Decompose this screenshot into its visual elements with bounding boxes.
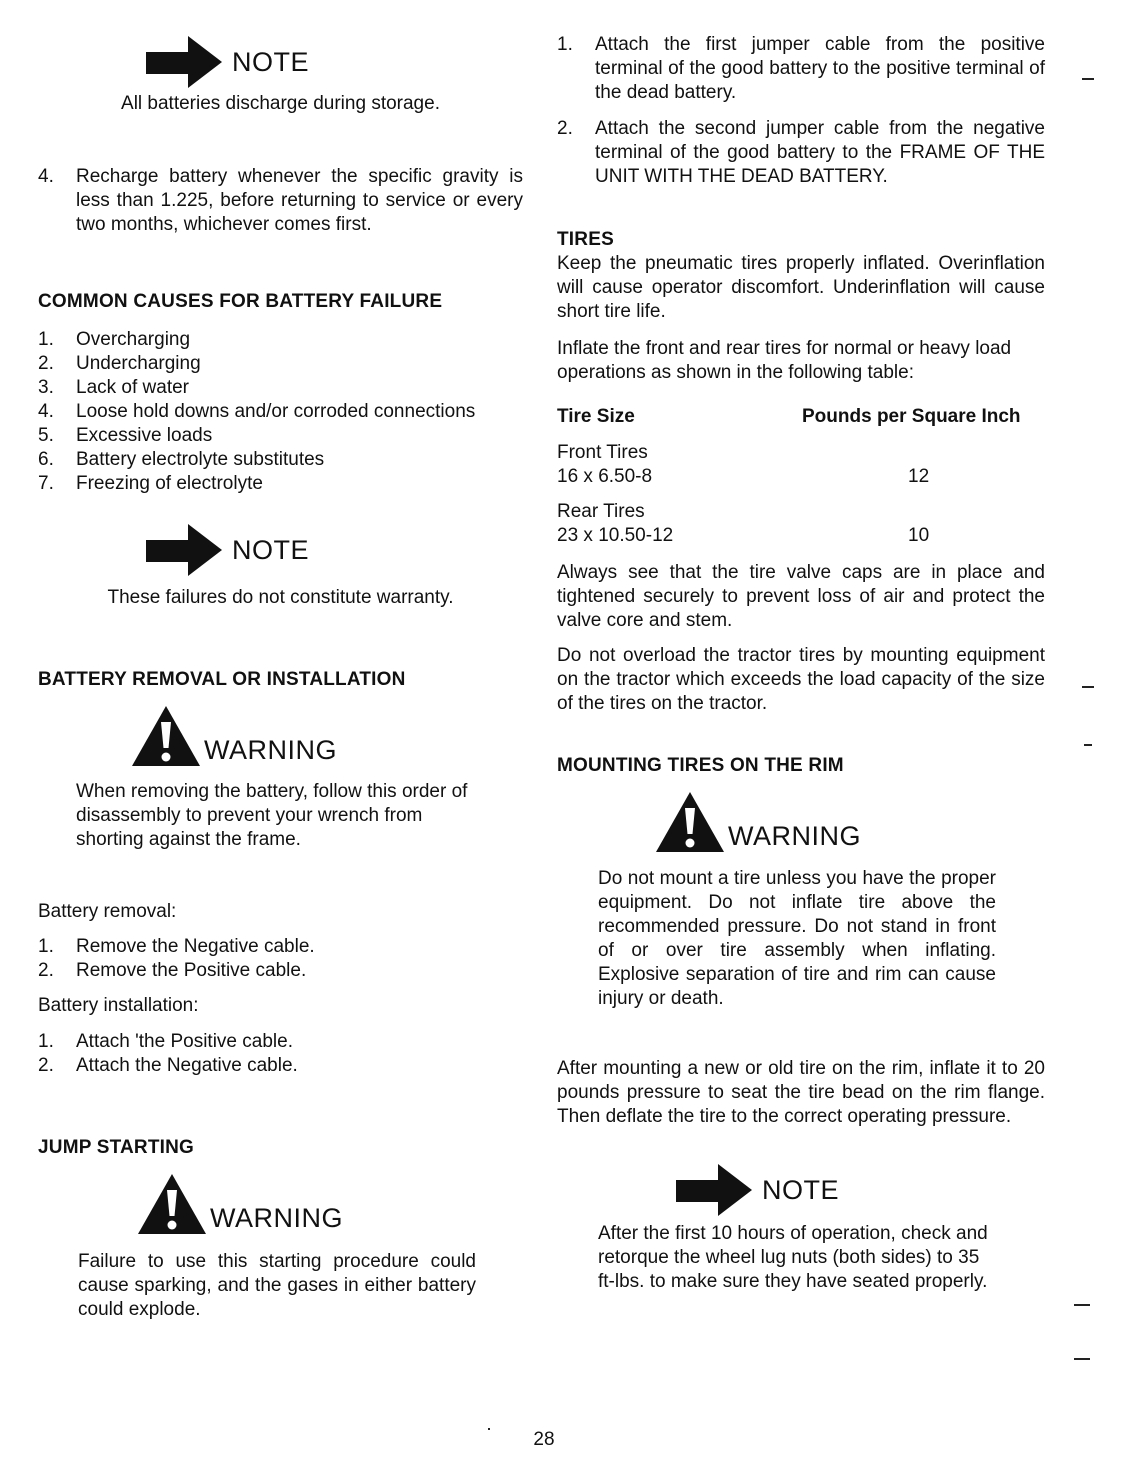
list-item: 1. Remove the Negative cable.	[38, 936, 315, 957]
section-heading: TIRES	[557, 229, 614, 250]
install-list	[38, 1030, 523, 1078]
note-arrow-icon	[676, 1164, 752, 1216]
paragraph: Inflate the front and rear tires for normal or heavy load operations as shown in the following table:	[557, 338, 1012, 383]
warning-header	[654, 790, 861, 854]
note-label: NOTE	[232, 535, 310, 565]
causes-list	[38, 328, 523, 496]
note-arrow-icon	[146, 524, 222, 576]
sub-label: Battery removal:	[38, 901, 177, 922]
paragraph: Always see that the tire valve caps are in place and tightened securely to prevent loss of air and protect the valve core and stem.	[557, 562, 1045, 631]
removal-list	[38, 935, 523, 983]
warning-triangle-icon	[136, 1172, 208, 1236]
warning-label: WARNING	[204, 735, 337, 765]
note-label: NOTE	[232, 47, 310, 77]
note-header	[146, 36, 309, 88]
warning-text: When removing the battery, follow this order of disassembly to prevent your wrench from shorting against the frame.	[76, 781, 468, 850]
tire-pressure-table	[557, 405, 1037, 548]
table-cell: 23 x 10.50-12	[557, 525, 674, 546]
jump-steps-list	[557, 33, 1045, 189]
list-item: 1. Attach the first jumper cable from the positive terminal of the good battery to the positive terminal of the dead battery.	[557, 34, 1045, 103]
note-header	[676, 1164, 839, 1216]
list-item: 2. Attach the Negative cable.	[38, 1055, 298, 1076]
note-header	[146, 524, 309, 576]
list-item: 2. Attach the second jumper cable from the negative terminal of the good battery to the FRAME OF THE UNIT WITH THE DEAD BATTERY.	[557, 118, 1045, 187]
table-header: Pounds per Square Inch	[802, 406, 1021, 427]
paragraph: Do not overload the tractor tires by mounting equipment on the tractor which exceeds the load capacity of the size of the tires on the tractor.	[557, 645, 1045, 714]
section-heading: BATTERY REMOVAL OR INSTALLATION	[38, 669, 406, 690]
list-item: 2. Undercharging	[38, 353, 201, 374]
list-item: 7. Freezing of electrolyte	[38, 473, 263, 494]
list-item: 5. Excessive loads	[38, 425, 213, 446]
note-text: All batteries discharge during storage.	[121, 93, 440, 114]
list-item: 1. Attach 'the Positive cable.	[38, 1031, 293, 1052]
list-item: 2. Remove the Positive cable.	[38, 960, 307, 981]
list-item-text: Recharge battery whenever the specific gravity is less than 1.225, before returning to service or every two months, whichever comes first.	[76, 166, 523, 235]
sub-label: Battery installation:	[38, 995, 199, 1016]
page-number: 28	[533, 1429, 555, 1450]
note-text: These failures do not constitute warranty.	[107, 587, 454, 608]
margin-mark	[1074, 1304, 1090, 1306]
table-row	[557, 465, 1037, 500]
paragraph: After mounting a new or old tire on the rim, inflate it to 20 pounds pressure to seat the tire bead on the rim flange. Then deflate the tire to the correct operating pressure.	[557, 1058, 1045, 1127]
table-cell: 12	[908, 466, 930, 487]
warning-header	[130, 704, 337, 768]
list-item: 3. Lack of water	[38, 377, 189, 398]
list-item: 6. Battery electrolyte substitutes	[38, 449, 325, 470]
table-cell: 10	[908, 525, 930, 546]
margin-mark	[1074, 1358, 1090, 1360]
table-row	[557, 524, 1037, 548]
table-header: Tire Size	[557, 406, 635, 427]
warning-header	[136, 1172, 343, 1236]
margin-mark	[1082, 78, 1094, 80]
section-heading: COMMON CAUSES FOR BATTERY FAILURE	[38, 291, 443, 312]
list-item: 4. Loose hold downs and/or corroded connections	[38, 401, 476, 422]
note-arrow-icon	[146, 36, 222, 88]
list-item: 1. Overcharging	[38, 329, 191, 350]
paragraph: Keep the pneumatic tires properly inflated. Overinflation will cause operator discomfort. Underinflation will cause short tire life.	[557, 253, 1045, 322]
table-row	[557, 441, 1037, 465]
margin-mark	[1084, 744, 1092, 746]
table-cell: 16 x 6.50-8	[557, 466, 653, 487]
margin-mark	[1082, 686, 1094, 688]
warning-triangle-icon	[654, 790, 726, 854]
warning-text: Do not mount a tire unless you have the proper equipment. Do not inflate tire above the recommended pressure. Do not stand in front of or over tire assembly when inflating. Explosive separation of tire and rim can cause injury or death.	[598, 868, 996, 1009]
table-row	[557, 500, 1037, 524]
section-heading: JUMP STARTING	[38, 1137, 195, 1158]
warning-label: WARNING	[210, 1203, 343, 1233]
warning-triangle-icon	[130, 704, 202, 768]
warning-label: WARNING	[728, 821, 861, 851]
note-label: NOTE	[762, 1175, 840, 1205]
section-heading: MOUNTING TIRES ON THE RIM	[557, 755, 844, 776]
table-cell: Rear Tires	[557, 501, 645, 522]
note-text: After the first 10 hours of operation, check and retorque the wheel lug nuts (both sides) to 35 ft-lbs. to make sure they have seated properly.	[598, 1223, 988, 1292]
list-item-number: 4.	[38, 166, 54, 187]
table-cell: Front Tires	[557, 442, 648, 463]
warning-text: Failure to use this starting procedure could cause sparking, and the gases in either battery could explode.	[78, 1251, 476, 1320]
list-item	[38, 165, 523, 237]
